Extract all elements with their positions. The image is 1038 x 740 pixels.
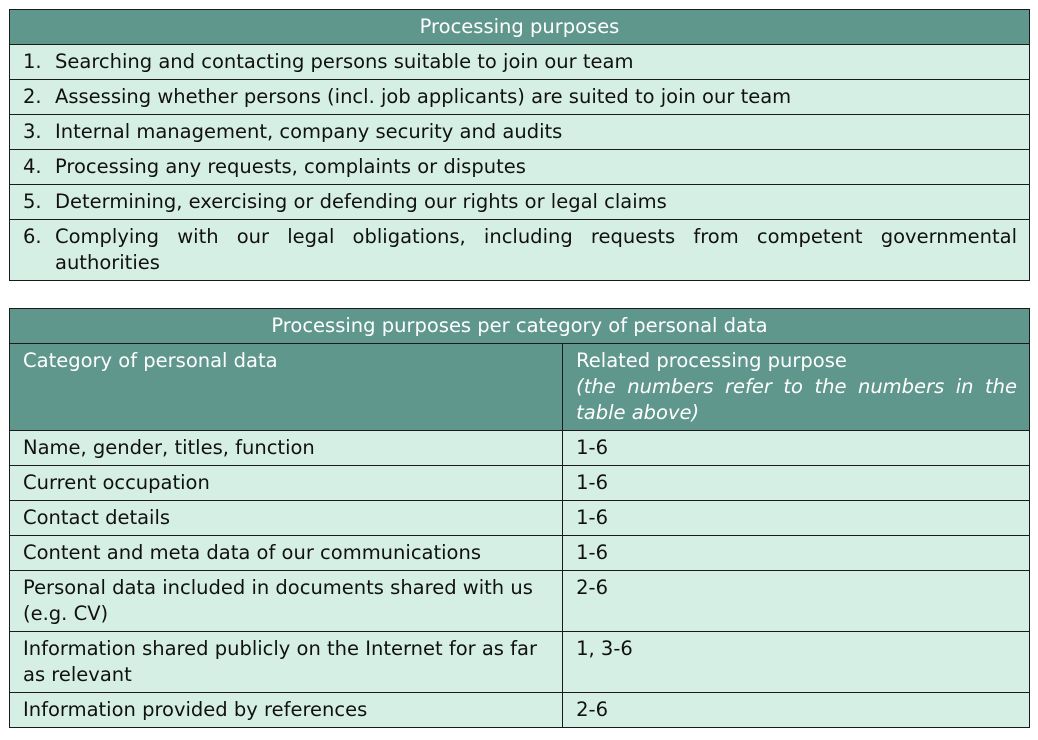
purpose-text: Determining, exercising or defending our rights or legal claims <box>55 190 667 213</box>
table-row <box>10 571 1030 632</box>
purpose-text: Internal management, company security and audits <box>55 120 563 143</box>
purpose-row-3 <box>10 115 1030 150</box>
category-cell: Contact details <box>10 501 563 536</box>
purpose-cell: 2-6 <box>563 693 1030 728</box>
processing-purposes-table <box>9 9 1030 281</box>
table-row <box>10 632 1030 693</box>
category-purposes-table <box>9 308 1030 728</box>
purpose-row-6 <box>10 220 1030 281</box>
purpose-row-1 <box>10 45 1030 80</box>
purpose-number: 5. <box>23 190 42 213</box>
purpose-cell: 1, 3-6 <box>563 632 1030 693</box>
purpose-text: Searching and contacting persons suitable to join our team <box>55 50 634 73</box>
purpose-row-2 <box>10 80 1030 115</box>
purpose-row-5 <box>10 185 1030 220</box>
category-cell: Information provided by references <box>10 693 563 728</box>
purpose-cell: 1-6 <box>563 501 1030 536</box>
purpose-number: 2. <box>23 85 42 108</box>
purpose-text: Assessing whether persons (incl. job applicants) are suited to join our team <box>55 85 792 108</box>
purpose-text: Complying with our legal obligations, including requests from competent governmental authorities <box>55 225 1017 274</box>
purpose-cell: 1-6 <box>563 466 1030 501</box>
column-header-note: (the numbers refer to the numbers in the table above) <box>576 375 1017 424</box>
purpose-number: 1. <box>23 50 42 73</box>
table-row <box>10 431 1030 466</box>
purpose-text: Processing any requests, complaints or disputes <box>55 155 526 178</box>
column-header-label: Category of personal data <box>23 349 278 372</box>
category-cell: Personal data included in documents shared with us (e.g. CV) <box>10 571 563 632</box>
table-row <box>10 466 1030 501</box>
column-header-label: Related processing purpose <box>576 349 847 372</box>
purpose-number: 6. <box>23 225 42 248</box>
purpose-number: 4. <box>23 155 42 178</box>
category-cell: Content and meta data of our communications <box>10 536 563 571</box>
purpose-number: 3. <box>23 120 42 143</box>
purpose-cell: 1-6 <box>563 431 1030 466</box>
category-cell: Name, gender, titles, function <box>10 431 563 466</box>
table-title: Processing purposes <box>10 10 1030 45</box>
table-row <box>10 693 1030 728</box>
column-header-purpose <box>563 344 1030 431</box>
purpose-cell: 2-6 <box>563 571 1030 632</box>
table-row <box>10 536 1030 571</box>
column-header-category <box>10 344 563 431</box>
table-row <box>10 501 1030 536</box>
table-title: Processing purposes per category of personal data <box>10 309 1030 344</box>
category-cell: Current occupation <box>10 466 563 501</box>
purpose-cell: 1-6 <box>563 536 1030 571</box>
category-cell: Information shared publicly on the Internet for as far as relevant <box>10 632 563 693</box>
purpose-row-4 <box>10 150 1030 185</box>
